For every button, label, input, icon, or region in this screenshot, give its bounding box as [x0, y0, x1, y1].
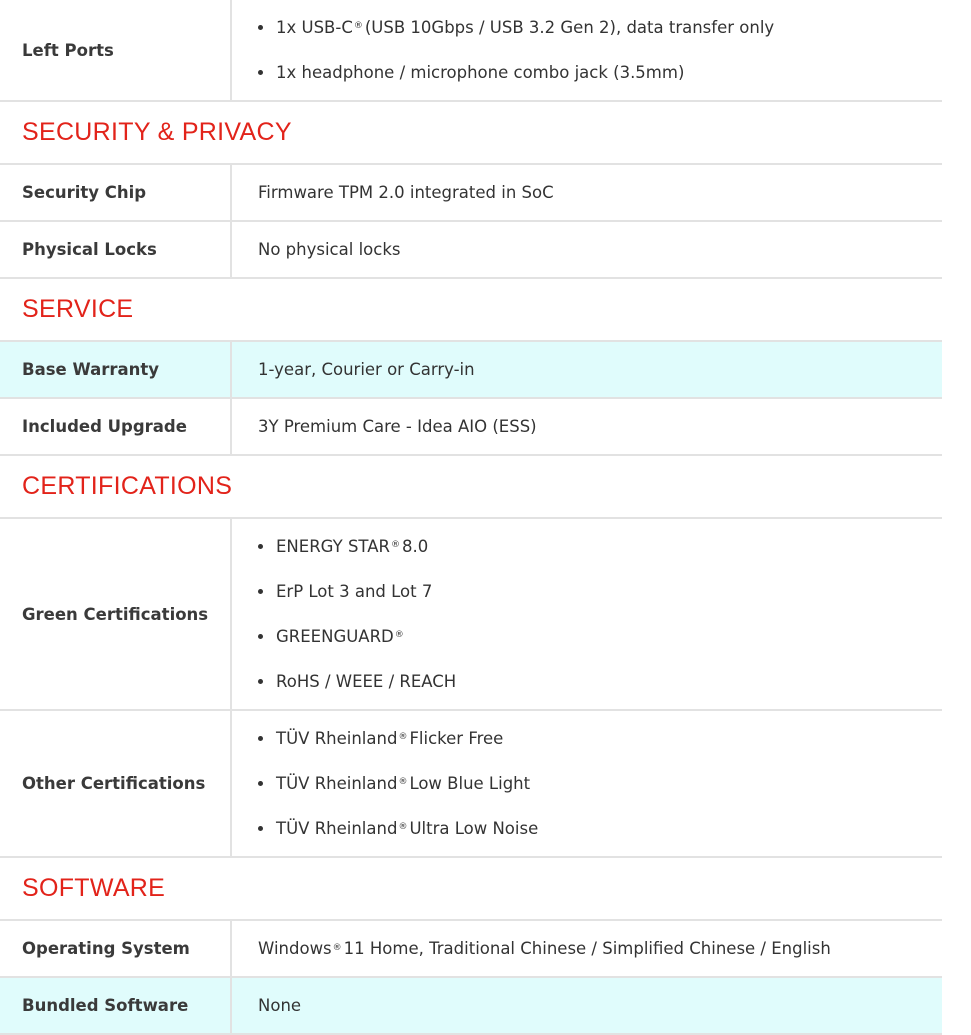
list-item: TÜV Rheinland ® Flicker Free [258, 716, 538, 761]
spec-value: Firmware TPM 2.0 integrated in SoC [258, 183, 554, 202]
bullet-icon [258, 589, 263, 594]
spec-value: Windows ® 11 Home, Traditional Chinese / Simplified Chinese / English [258, 939, 831, 958]
spec-value [232, 0, 942, 100]
bullet-icon [258, 634, 263, 639]
spec-value: 3Y Premium Care - Idea AIO (ESS) [258, 417, 537, 436]
bullet-icon [258, 25, 263, 30]
bullet-list [258, 524, 456, 704]
section-heading-service: SERVICE [0, 279, 942, 342]
bullet-icon [258, 781, 263, 786]
list-item: TÜV Rheinland ® Ultra Low Noise [258, 806, 538, 851]
spec-label: Physical Locks [0, 222, 232, 277]
spec-value: None [258, 996, 302, 1015]
spec-label: Other Certifications [0, 711, 232, 856]
spec-row-bundled-software [0, 978, 942, 1035]
list-item: 1x USB-C ® (USB 10Gbps / USB 3.2 Gen 2), data transfer only [258, 5, 774, 50]
spec-row-operating-system [0, 921, 942, 978]
spec-label: Operating System [0, 921, 232, 976]
spec-row-green-certifications [0, 519, 942, 711]
section-heading-certifications: CERTIFICATIONS [0, 456, 942, 519]
list-item: TÜV Rheinland ® Low Blue Light [258, 761, 538, 806]
spec-label: Bundled Software [0, 978, 232, 1033]
spec-row-security-chip [0, 165, 942, 222]
bullet-icon [258, 679, 263, 684]
bullet-icon [258, 826, 263, 831]
spec-label: Security Chip [0, 165, 232, 220]
spec-value: 1-year, Courier or Carry-in [258, 360, 475, 379]
spec-value: No physical locks [258, 240, 401, 259]
spec-label: Green Certifications [0, 519, 232, 709]
section-heading-security: SECURITY & PRIVACY [0, 102, 942, 165]
spec-label: Included Upgrade [0, 399, 232, 454]
section-heading-software: SOFTWARE [0, 858, 942, 921]
list-item: GREENGUARD ® [258, 614, 456, 659]
spec-row-other-certifications [0, 711, 942, 858]
bullet-icon [258, 544, 263, 549]
bullet-icon [258, 70, 263, 75]
list-item: 1x headphone / microphone combo jack (3.5mm) [258, 50, 774, 95]
spec-label: Base Warranty [0, 342, 232, 397]
list-item: ENERGY STAR ® 8.0 [258, 524, 456, 569]
bullet-list [258, 5, 774, 95]
spec-label: Left Ports [0, 0, 232, 100]
spec-value [232, 519, 942, 709]
list-item: RoHS / WEEE / REACH [258, 659, 456, 704]
bullet-icon [258, 736, 263, 741]
list-item: ErP Lot 3 and Lot 7 [258, 569, 456, 614]
spec-row-included-upgrade [0, 399, 942, 456]
spec-row-base-warranty [0, 342, 942, 399]
bullet-list [258, 716, 538, 851]
spec-row-physical-locks [0, 222, 942, 279]
spec-row-left-ports [0, 0, 942, 102]
spec-value [232, 711, 942, 856]
